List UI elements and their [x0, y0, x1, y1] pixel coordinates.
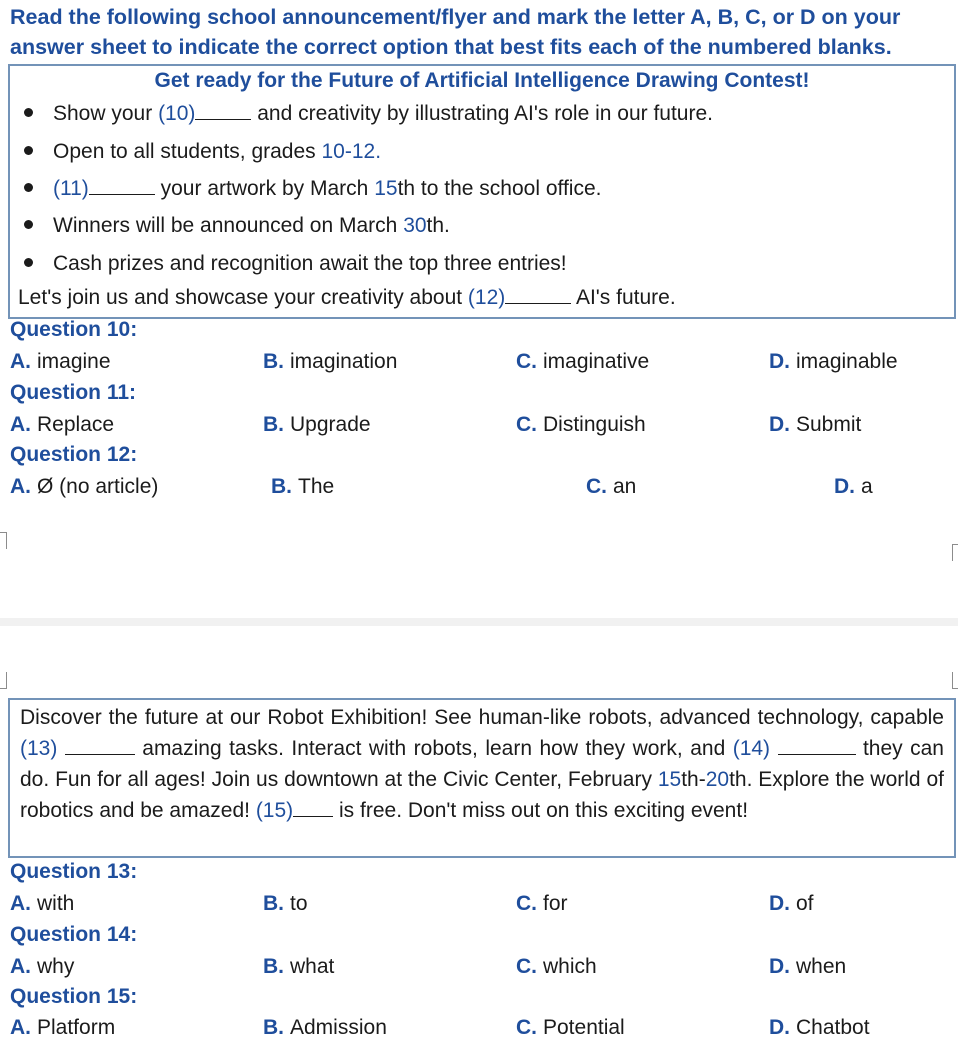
q10-option-a[interactable]: A. imagine — [10, 350, 111, 373]
crop-mark — [952, 544, 958, 561]
q13-option-b[interactable]: B. to — [263, 892, 308, 915]
q11-option-d[interactable]: D. Submit — [769, 413, 862, 436]
q12-option-a[interactable]: A. Ø (no article) — [10, 475, 159, 498]
flyer-bullet-1: Show your (10) and creativity by illustrating AI's role in our future. — [24, 102, 713, 126]
blank-line — [778, 738, 856, 755]
q15-option-a[interactable]: A. Platform — [10, 1016, 116, 1039]
blank-line — [505, 287, 571, 304]
q11-option-b[interactable]: B. Upgrade — [263, 413, 371, 436]
question-11-label: Question 11: — [10, 381, 137, 404]
crop-mark — [0, 672, 7, 689]
q13-option-c[interactable]: C. for — [516, 892, 568, 915]
bullet-dot-icon — [24, 220, 33, 229]
q10-option-c[interactable]: C. imaginative — [516, 350, 650, 373]
bullet-dot-icon — [24, 146, 33, 155]
q11-option-c[interactable]: C. Distinguish — [516, 413, 646, 436]
question-13-label: Question 13: — [10, 860, 138, 883]
passage-box — [8, 698, 956, 858]
blank-line — [293, 800, 333, 817]
crop-mark — [952, 672, 958, 689]
q10-option-b[interactable]: B. imagination — [263, 350, 398, 373]
q14-option-b[interactable]: B. what — [263, 955, 335, 978]
q13-option-a[interactable]: A. with — [10, 892, 75, 915]
q12-option-c[interactable]: C. an — [586, 475, 637, 498]
bullet-dot-icon — [24, 258, 33, 267]
flyer-bullet-3: (11) your artwork by March 15th to the school office. — [24, 177, 601, 201]
flyer-closing: Let's join us and showcase your creativity about (12) AI's future. — [18, 286, 676, 309]
q10-option-d[interactable]: D. imaginable — [769, 350, 898, 373]
question-12-label: Question 12: — [10, 443, 138, 466]
instructions: Read the following school announcement/flyer and mark the letter A, B, C, or D on your answer sheet to indicate the correct option that best fits each of the numbered blanks. — [10, 5, 901, 59]
blank-number-11: (11) — [53, 177, 89, 200]
q14-option-c[interactable]: C. which — [516, 955, 597, 978]
bullet-dot-icon — [24, 108, 33, 117]
question-15-label: Question 15: — [10, 985, 138, 1008]
q14-option-d[interactable]: D. when — [769, 955, 847, 978]
q12-option-d[interactable]: D. a — [834, 475, 873, 498]
question-14-label: Question 14: — [10, 923, 138, 946]
page-divider — [0, 618, 958, 626]
q13-option-d[interactable]: D. of — [769, 892, 814, 915]
blank-number-12: (12) — [467, 286, 506, 309]
passage-text: Discover the future at our Robot Exhibition! See human-like robots, advanced technology, capable (13) amazing tasks. Interact with robots, learn how they work, and (14) they can do. Fun for all ages! Join us downtown at the Civic Center, February 15th-20th. Explore the world of robotics and be amazed! (15) is free. Don't miss out on this exciting event! — [20, 706, 944, 822]
flyer-title: Get ready for the Future of Artificial Intelligence Drawing Contest! — [154, 69, 810, 92]
question-10-label: Question 10: — [10, 318, 138, 341]
blank-line — [89, 178, 155, 195]
blank-number-14: (14) — [732, 737, 771, 760]
flyer-bullet-5: Cash prizes and recognition await the top three entries! — [24, 252, 567, 276]
blank-number-13: (13) — [20, 737, 58, 760]
flyer-bullet-4: Winners will be announced on March 30th. — [24, 214, 450, 238]
blank-line — [195, 103, 251, 120]
bullet-dot-icon — [24, 183, 33, 192]
q11-option-a[interactable]: A. Replace — [10, 413, 115, 436]
q15-option-b[interactable]: B. Admission — [263, 1016, 387, 1039]
flyer-bullet-2: Open to all students, grades 10-12. — [24, 140, 381, 164]
blank-line — [65, 738, 135, 755]
blank-number-15: (15) — [255, 799, 294, 822]
blank-number-10: (10) — [158, 102, 196, 125]
q14-option-a[interactable]: A. why — [10, 955, 75, 978]
q15-option-c[interactable]: C. Potential — [516, 1016, 625, 1039]
flyer-box — [8, 64, 956, 319]
q12-option-b[interactable]: B. The — [271, 475, 335, 498]
crop-mark — [0, 532, 7, 549]
q15-option-d[interactable]: D. Chatbot — [769, 1016, 870, 1039]
